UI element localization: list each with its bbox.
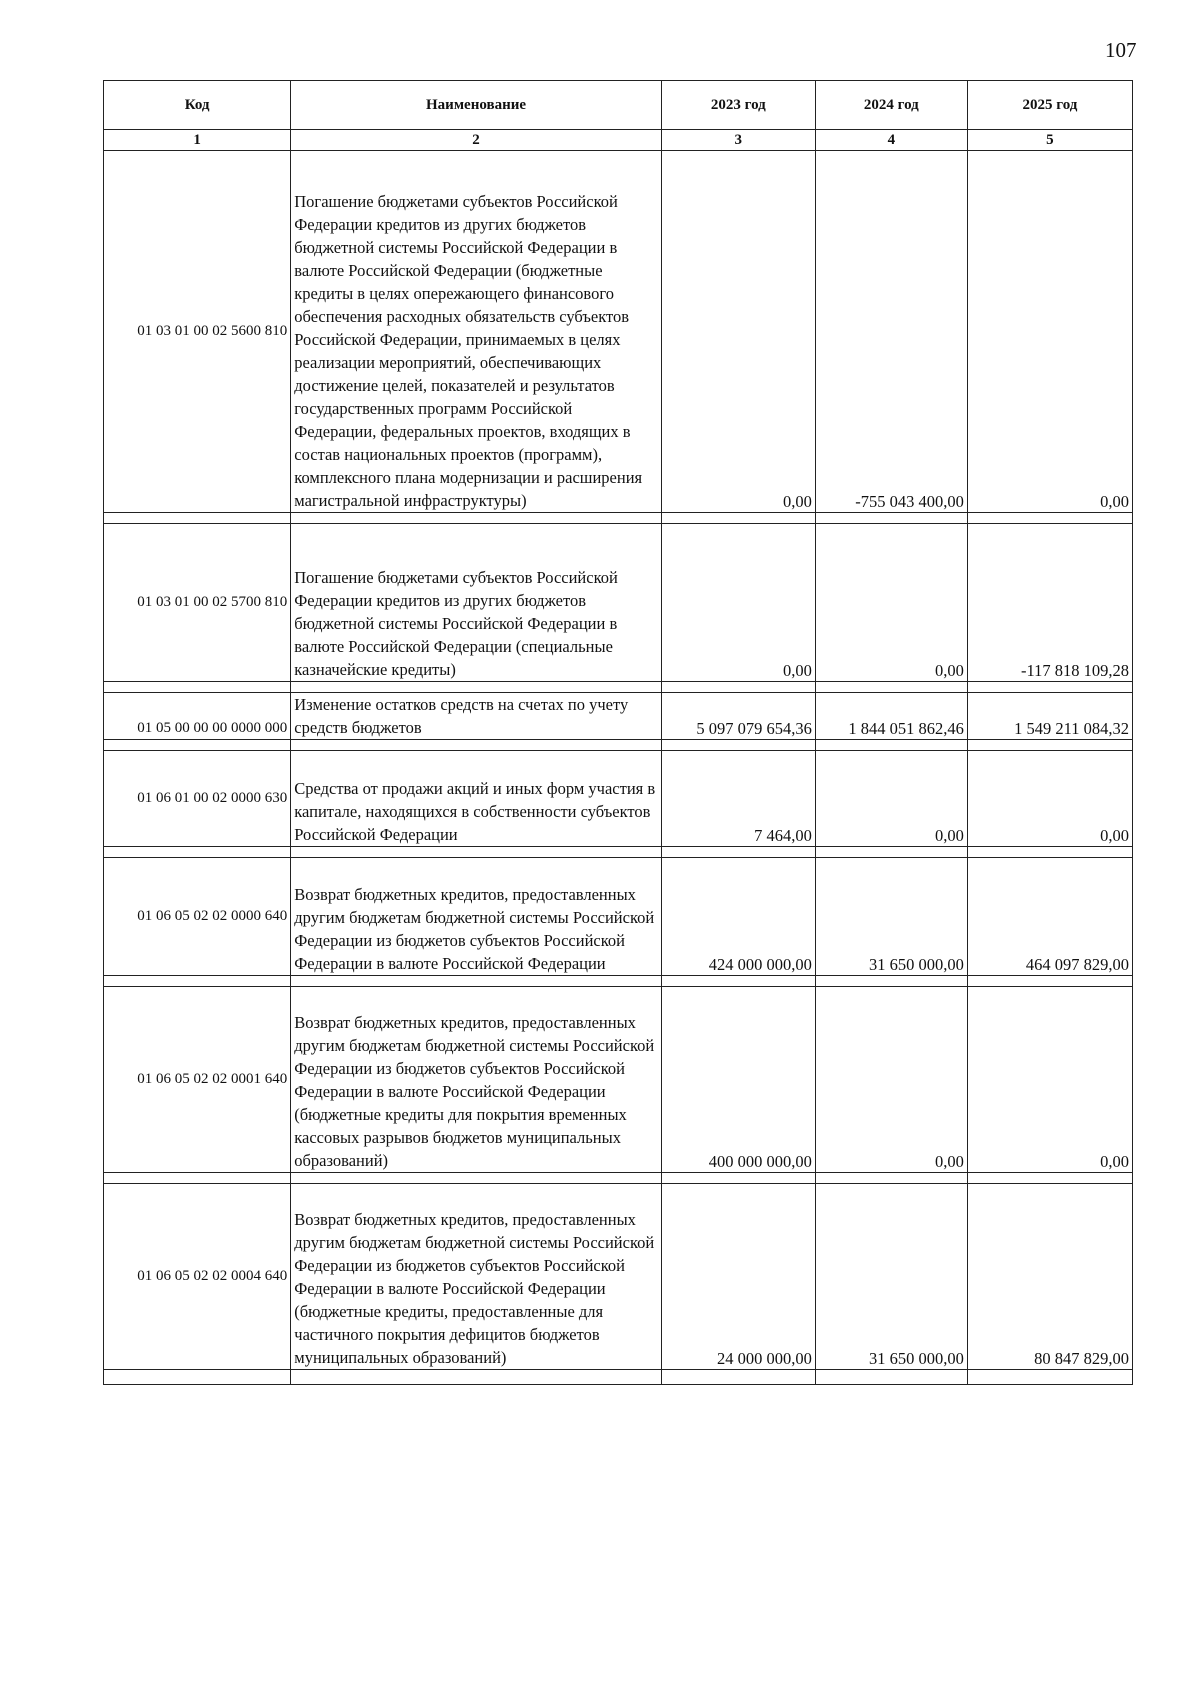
page-number: 107 (1105, 38, 1137, 62)
row-value-2023: 400 000 000,00 (661, 987, 815, 1173)
column-number-3: 3 (661, 130, 815, 151)
column-number-2: 2 (291, 130, 662, 151)
row-value-2024: 0,00 (815, 524, 967, 682)
header-2024: 2024 год (815, 81, 967, 130)
row-value-2024: 31 650 000,00 (815, 858, 967, 976)
row-value-2025: 1 549 211 084,32 (967, 693, 1132, 740)
row-value-2023: 0,00 (661, 151, 815, 513)
row-name: Погашение бюджетами субъектов Российской Федерации кредитов из других бюджетов бюджетной системы Российской Федерации в валюте Российской Федерации (бюджетные кредиты в целях опережающего финансового обеспечения расходных обязательств субъектов Российской Федерации, принимаемых в целях реализации мероприятий, обеспечивающих достижение целей, показателей и результатов государственных программ Российской Федерации, федеральных проектов, входящих в состав национальных проектов (программ), комплексного плана модернизации и расширения магистральной инфраструктуры) (291, 151, 662, 513)
row-value-2024: 0,00 (815, 987, 967, 1173)
row-separator (104, 976, 1133, 987)
row-separator (104, 513, 1133, 524)
row-name: Возврат бюджетных кредитов, предоставленных другим бюджетам бюджетной системы Российской Федерации из бюджетов субъектов Российской Федерации в валюте Российской Федерации (бюджетные кредиты, предоставленные для частичного покрытия дефицитов бюджетов муниципальных образований) (291, 1184, 662, 1370)
row-value-2025: 464 097 829,00 (967, 858, 1132, 976)
row-code: 01 03 01 00 02 5700 810 (104, 524, 291, 682)
table-row (104, 524, 1133, 682)
header-name: Наименование (291, 81, 662, 130)
row-name: Погашение бюджетами субъектов Российской Федерации кредитов из других бюджетов бюджетной системы Российской Федерации в валюте Российской Федерации (специальные казначейские кредиты) (291, 524, 662, 682)
table-row (104, 987, 1133, 1173)
row-separator (104, 682, 1133, 693)
row-separator (104, 847, 1133, 858)
row-value-2025: 80 847 829,00 (967, 1184, 1132, 1370)
table-row (104, 858, 1133, 976)
row-value-2023: 5 097 079 654,36 (661, 693, 815, 740)
row-separator (104, 740, 1133, 751)
table-row (104, 693, 1133, 740)
row-value-2025: 0,00 (967, 751, 1132, 847)
row-value-2024: 31 650 000,00 (815, 1184, 967, 1370)
table-row (104, 751, 1133, 847)
row-name: Возврат бюджетных кредитов, предоставленных другим бюджетам бюджетной системы Российской Федерации из бюджетов субъектов Российской Федерации в валюте Российской Федерации (291, 858, 662, 976)
row-value-2025: 0,00 (967, 987, 1132, 1173)
column-number-1: 1 (104, 130, 291, 151)
row-code: 01 06 05 02 02 0004 640 (104, 1184, 291, 1370)
row-value-2023: 24 000 000,00 (661, 1184, 815, 1370)
header-2023: 2023 год (661, 81, 815, 130)
row-name: Возврат бюджетных кредитов, предоставленных другим бюджетам бюджетной системы Российской Федерации из бюджетов субъектов Российской Федерации в валюте Российской Федерации (бюджетные кредиты для покрытия временных кассовых разрывов бюджетов муниципальных образований) (291, 987, 662, 1173)
row-value-2024: 1 844 051 862,46 (815, 693, 967, 740)
budget-sources-table (103, 80, 1133, 1385)
row-code: 01 03 01 00 02 5600 810 (104, 151, 291, 513)
row-value-2024: 0,00 (815, 751, 967, 847)
row-value-2025: -117 818 109,28 (967, 524, 1132, 682)
row-separator (104, 1173, 1133, 1184)
column-number-5: 5 (967, 130, 1132, 151)
row-value-2024: -755 043 400,00 (815, 151, 967, 513)
header-code: Код (104, 81, 291, 130)
table-row (104, 1184, 1133, 1370)
header-2025: 2025 год (967, 81, 1132, 130)
row-value-2023: 7 464,00 (661, 751, 815, 847)
row-code: 01 06 05 02 02 0000 640 (104, 858, 291, 976)
table-row (104, 151, 1133, 513)
row-code: 01 06 05 02 02 0001 640 (104, 987, 291, 1173)
row-code: 01 05 00 00 00 0000 000 (104, 693, 291, 740)
header-row (104, 81, 1133, 130)
row-name: Средства от продажи акций и иных форм участия в капитале, находящихся в собственности субъектов Российской Федерации (291, 751, 662, 847)
row-code: 01 06 01 00 02 0000 630 (104, 751, 291, 847)
row-value-2023: 424 000 000,00 (661, 858, 815, 976)
row-separator (104, 1370, 1133, 1385)
column-number-4: 4 (815, 130, 967, 151)
row-value-2023: 0,00 (661, 524, 815, 682)
row-name: Изменение остатков средств на счетах по учету средств бюджетов (291, 693, 662, 740)
column-number-row (104, 130, 1133, 151)
row-value-2025: 0,00 (967, 151, 1132, 513)
